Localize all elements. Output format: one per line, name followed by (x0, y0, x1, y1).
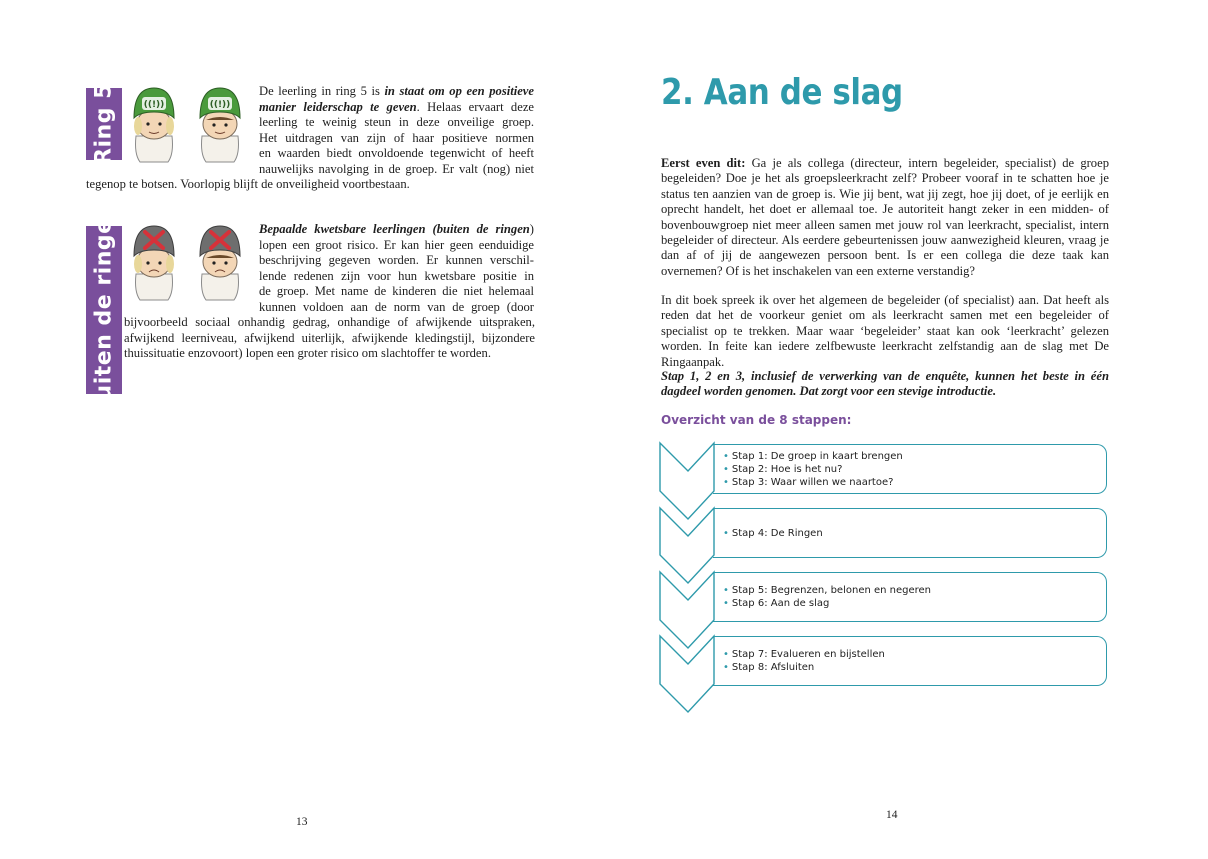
ring5-illustration (128, 84, 256, 164)
page-number-right: 14 (886, 809, 898, 821)
ring5-text (259, 84, 534, 178)
text-run: De leerling in ring 5 is (259, 84, 385, 98)
step-label: Stap 2: Hoe is het nu? (731, 463, 843, 475)
text-line (124, 346, 535, 362)
step-label: Stap 3: Waar willen we naartoe? (731, 476, 894, 488)
text-run: nauwelijks navolging in de groep. Er valt (nog) niet (259, 161, 534, 176)
text-run: in staat om op een positieve (384, 84, 534, 98)
text-run: thuissituatie enzovoort) lopen een groter risico om slachtoffer te worden. (124, 346, 491, 361)
step-label: Stap 4: De Ringen (731, 527, 823, 539)
step-label: Stap 5: Begrenzen, belonen en negeren (731, 585, 932, 596)
step-item (723, 476, 1106, 489)
right-page (604, 0, 1208, 859)
text-line (259, 284, 534, 300)
text-line (86, 177, 536, 193)
text-run: de groep. Met name de kinderen die niet helemaal (259, 284, 534, 299)
bullet-icon: • (723, 450, 729, 462)
step-label: Stap 7: Evalueren en bijstellen (731, 649, 885, 660)
chevron-arrow-icon (660, 508, 714, 583)
step-group-box (713, 508, 1107, 558)
step-item (723, 597, 1106, 610)
text-line (259, 238, 534, 254)
step-item (723, 661, 1106, 674)
text-line (259, 115, 534, 131)
text-run: afwijkend leerniveau, afwijkend uiterlijk, afwijkende kledingstijl, bijzondere (124, 330, 535, 345)
text-run: lende redenen zijn voor hun kwetsbare positie in (259, 268, 534, 283)
ring5-tab (86, 83, 122, 165)
child-crossed-helmet-icon (200, 226, 240, 300)
steps-chevron-column (658, 440, 718, 716)
step-group-box (713, 572, 1107, 622)
text-run: manier leiderschap te geven (259, 99, 417, 114)
step-group-box (713, 444, 1107, 494)
intro-paragraph (661, 156, 1109, 279)
text-line (259, 162, 534, 178)
bullet-icon: • (723, 598, 729, 609)
child-green-helmet-icon (200, 88, 240, 162)
outside-rings-text-full (124, 315, 535, 362)
text-line (259, 222, 534, 238)
step-item (723, 527, 1106, 540)
text-run: . Helaas ervaart deze (416, 99, 534, 114)
text-line (124, 315, 535, 331)
step-group-box (713, 636, 1107, 686)
text-run: bijvoorbeeld sociaal onhandig gedrag, onhandige of afwijkende uitspraken, (124, 315, 535, 329)
outside-rings-tab-label: Buiten de ringen (91, 202, 117, 418)
text-line (259, 269, 534, 285)
chevron-arrow-icon (660, 572, 714, 648)
begeleider-paragraph: In dit boek spreek ik over het algemeen de begeleider (of specialist) aan. Dat heeft als reden dat het de voorkeur geniet om als leerkracht samen met een begeleider of specialist op te trekken. Maar waar ‘begeleider’ staat kan ook ‘leerkracht’ gelezen worden. In feite kan iedere zelfbewuste leerkracht zelfstandig aan de slag met De Ringaanpak. (661, 293, 1109, 369)
chevron-arrow-icon (660, 443, 714, 519)
text-run: Bepaalde kwetsbare leerlingen (buiten de ringen (259, 222, 530, 236)
child-crossed-helmet-icon (134, 226, 174, 300)
bullet-icon: • (723, 585, 729, 596)
text-run: leerling te weinig steun in deze onveilige groep. (259, 115, 534, 130)
text-line (259, 84, 534, 100)
text-run: ) (529, 222, 534, 236)
text-run: beschrijving gegeven worden. Er kunnen verschil- (259, 253, 534, 268)
child-green-helmet-icon (134, 88, 174, 162)
text-run: Het uitdragen van zijn of haar positieve normen (259, 130, 534, 145)
outside-rings-illustration (128, 222, 256, 302)
step-item (723, 648, 1106, 661)
bullet-icon: • (723, 476, 729, 488)
bullet-icon: • (723, 463, 729, 475)
outside-rings-text (259, 222, 534, 316)
step-item (723, 584, 1106, 597)
intro-lead: Eerst even dit: (661, 156, 746, 170)
ring5-text-full (86, 177, 536, 193)
text-line (259, 100, 534, 116)
text-line (259, 300, 534, 316)
text-line (259, 131, 534, 147)
outside-rings-tab (86, 202, 122, 418)
bullet-icon: • (723, 649, 729, 660)
page-number-left: 13 (296, 816, 308, 828)
svg-text:((!)): ((!)) (143, 100, 165, 110)
chapter-title: 2. Aan de slag (661, 72, 903, 113)
text-run: lopen een groot risico. Er kan hier geen eenduidige (259, 237, 534, 252)
text-line (124, 331, 535, 347)
step-label: Stap 1: De groep in kaart brengen (731, 450, 903, 462)
text-line (259, 146, 534, 162)
text-line (259, 253, 534, 269)
bullet-icon: • (723, 662, 729, 673)
step-label: Stap 8: Afsluiten (731, 662, 815, 673)
svg-text:((!)): ((!)) (209, 100, 231, 110)
ring5-tab-label: Ring 5 (91, 83, 117, 165)
text-run: kunnen voldoen aan de norm van de groep (door (259, 299, 534, 314)
stappen-note-paragraph: Stap 1, 2 en 3, inclusief de verwerking van de enquête, kunnen het beste in één dagdeel worden genomen. Dat zorgt voor een stevige introductie. (661, 369, 1109, 399)
text-run: tegenop te botsen. Voorlopig blijft de onveiligheid voortbestaan. (86, 177, 410, 191)
overview-heading: Overzicht van de 8 stappen: (661, 413, 852, 427)
step-label: Stap 6: Aan de slag (731, 598, 830, 609)
bullet-icon: • (723, 527, 729, 539)
text-run: en waarden biedt onvoldoende tegenwicht of heeft (259, 146, 534, 161)
intro-text: Ga je als collega (directeur, intern begeleider, specialist) de groep begeleiden? Doe je het als groepsleerkracht zelf? Probeer vooraf in te schatten hoe je status ten aanzien van de groep is. Wie jij bent, wat jij zegt, hoe jij doet, of je eerlijk en oprecht handelt, het doet er allemaal toe. Je autoriteit hangt zeker in een midden- of bovenbouwgroep niet meer alleen samen met jouw rol van leerkracht, specialist, intern begeleider of directeur. Als eerdere gebeurtenissen jouw aanwezigheid kleuren, vraag je dan af of jij de aangewezen persoon bent. Is er een collega die deze taak kan overnemen? Of is het inschakelen van een externe verstandig? (661, 156, 1109, 278)
step-item (723, 463, 1106, 476)
step-item (723, 450, 1106, 463)
